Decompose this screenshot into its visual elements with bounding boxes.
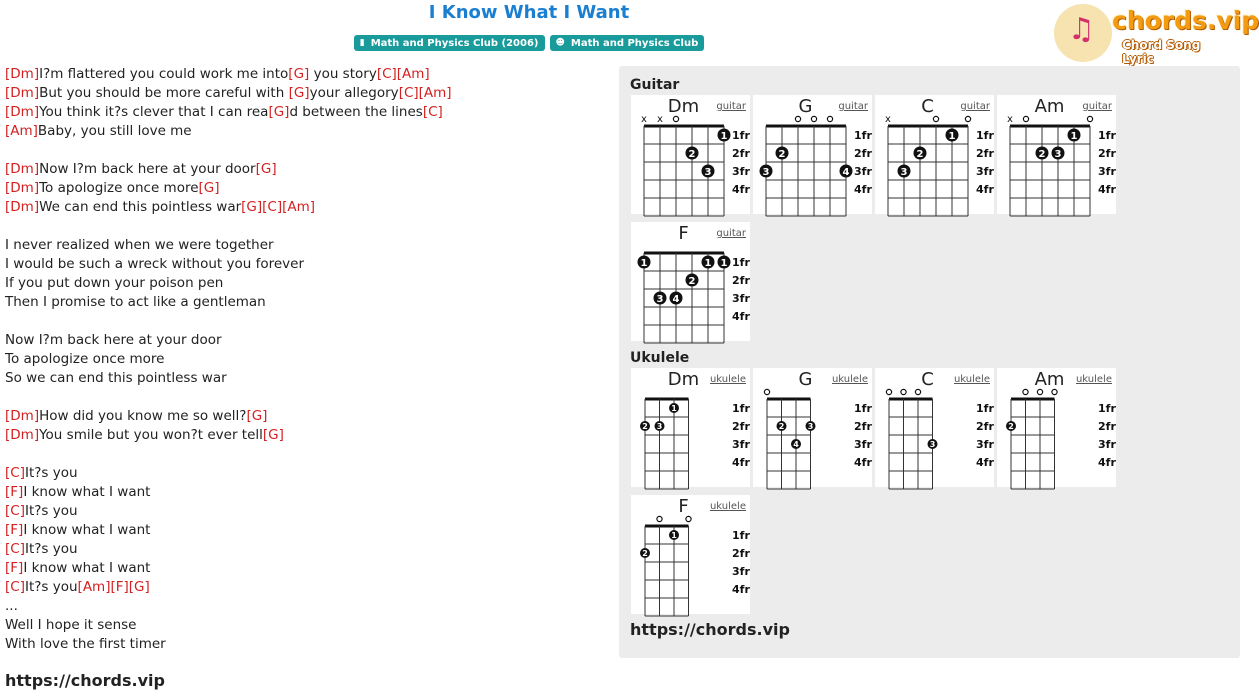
- instrument-link[interactable]: ukulele: [709, 501, 746, 512]
- fret-label: 4fr: [1098, 456, 1116, 469]
- chord-marker[interactable]: [Dm]: [5, 180, 40, 196]
- lyric-text: To apologize once more: [39, 180, 199, 196]
- chord-marker[interactable]: [G]: [198, 180, 220, 196]
- open-string-marker: [686, 516, 691, 521]
- open-string-marker: [811, 116, 816, 121]
- chord-name: C: [921, 96, 934, 117]
- fretboard-diagram: [753, 368, 872, 487]
- fretboard-diagram: [997, 368, 1116, 487]
- fret-label: 1fr: [732, 402, 750, 415]
- lyric-text: How did you know me so well?: [39, 408, 247, 424]
- fret-label: 2fr: [1098, 420, 1116, 433]
- fret-label: 1fr: [976, 402, 994, 415]
- fret-label: 4fr: [854, 456, 872, 469]
- lyric-text: With love the first timer: [5, 636, 166, 652]
- fret-label: 4fr: [854, 183, 872, 196]
- fretboard-diagram: [997, 95, 1116, 214]
- finger-number: 2: [916, 149, 924, 160]
- open-string-marker: [915, 389, 920, 394]
- finger-number: 2: [642, 422, 648, 431]
- site-logo[interactable]: [1054, 4, 1259, 66]
- lyric-line: [5, 217, 605, 236]
- finger-number: 2: [642, 549, 648, 558]
- lyric-line: [5, 445, 605, 464]
- instrument-link[interactable]: ukulele: [831, 374, 868, 385]
- lyric-text: I know what I want: [23, 484, 151, 500]
- finger-number: 1: [704, 258, 712, 269]
- finger-number: 4: [793, 440, 799, 449]
- lyric-text: Baby, you still love me: [37, 123, 192, 139]
- lyric-text: ...: [5, 598, 18, 614]
- finger-number: 3: [762, 167, 770, 178]
- fret-label: 4fr: [732, 583, 750, 596]
- lyric-line: [5, 521, 605, 540]
- finger-number: 2: [688, 276, 696, 287]
- guitar-chord-card-f[interactable]: [631, 222, 750, 341]
- fretboard-diagram: [631, 495, 750, 614]
- chord-name: G: [798, 369, 813, 390]
- lyric-text: If you put down your poison pen: [5, 275, 224, 291]
- fret-label: 2fr: [976, 147, 994, 160]
- artist-badge-label: Math and Physics Club: [570, 37, 699, 49]
- muted-string-marker: x: [641, 114, 647, 125]
- guitar-icon: ♫: [1068, 12, 1095, 47]
- finger-number: 2: [688, 149, 696, 160]
- lyric-line: [5, 160, 605, 179]
- fret-label: 4fr: [976, 183, 994, 196]
- lyric-text: It?s you: [24, 503, 78, 519]
- fret-label: 3fr: [732, 165, 750, 178]
- instrument-link[interactable]: ukulele: [1075, 374, 1112, 385]
- open-string-marker: [933, 116, 938, 121]
- chord-marker[interactable]: [Am]: [5, 123, 38, 139]
- lyric-text: I would be such a wreck without you forever: [5, 256, 305, 272]
- ukulele-chord-card-am[interactable]: [997, 368, 1116, 487]
- guitar-section-label: Guitar: [630, 77, 680, 93]
- lyric-text: I never realized when we were together: [5, 237, 274, 253]
- finger-number: 2: [778, 422, 785, 431]
- lyric-text: Now I?m back here at your door: [5, 332, 222, 348]
- instrument-link[interactable]: ukulele: [709, 374, 746, 385]
- muted-string-marker: x: [1007, 114, 1013, 125]
- chord-marker[interactable]: [Dm]: [5, 66, 40, 82]
- finger-number: 2: [778, 149, 786, 160]
- instrument-link[interactable]: guitar: [960, 101, 990, 112]
- fret-label: 4fr: [732, 310, 750, 323]
- chord-marker[interactable]: [Am][F][G]: [77, 579, 150, 595]
- instrument-link[interactable]: guitar: [716, 228, 746, 239]
- finger-number: 3: [656, 294, 664, 305]
- lyric-text: d between the lines: [289, 104, 423, 120]
- open-string-marker: [965, 116, 970, 121]
- lyric-line: [5, 179, 605, 198]
- lyric-line: [5, 540, 605, 559]
- ukulele-chord-card-f[interactable]: [631, 495, 750, 614]
- lyric-text: It?s you: [24, 579, 78, 595]
- fret-label: 3fr: [732, 565, 750, 578]
- finger-number: 3: [1054, 149, 1062, 160]
- chord-marker[interactable]: [G]: [288, 66, 310, 82]
- footer-site-link[interactable]: https://chords.vip: [5, 671, 165, 690]
- lyric-line: [5, 369, 605, 388]
- fret-label: 3fr: [1098, 165, 1116, 178]
- lyric-line: [5, 293, 605, 312]
- finger-number: 1: [640, 258, 648, 269]
- chord-name: F: [678, 496, 689, 517]
- lyric-text: Now I?m back here at your door: [39, 161, 256, 177]
- chord-marker[interactable]: [F]: [5, 522, 24, 538]
- fretboard-diagram: [753, 95, 872, 214]
- lyric-text: I know what I want: [23, 560, 151, 576]
- lyric-text: Well I hope it sense: [5, 617, 137, 633]
- chord-marker[interactable]: [Dm]: [5, 85, 40, 101]
- logo-subtitle: Chord Song Lyric: [1122, 38, 1201, 66]
- fret-label: 1fr: [854, 129, 872, 142]
- guitar-chord-card-c[interactable]: [875, 95, 994, 214]
- ukulele-chord-card-c[interactable]: [875, 368, 994, 487]
- lyric-line: [5, 616, 605, 635]
- chord-marker[interactable]: [Dm]: [5, 427, 40, 443]
- chord-marker[interactable]: [C]: [5, 503, 25, 519]
- open-string-marker: [1037, 389, 1042, 394]
- chord-marker[interactable]: [G]: [268, 104, 290, 120]
- fret-label: 4fr: [976, 456, 994, 469]
- open-string-marker: [1087, 116, 1092, 121]
- badge-row: [0, 35, 1058, 51]
- finger-number: 1: [671, 531, 677, 540]
- open-string-marker: [1023, 389, 1028, 394]
- lyric-line: [5, 426, 605, 445]
- lyric-line: [5, 407, 605, 426]
- fretboard-diagram: [631, 95, 750, 214]
- user-icon: ☻: [555, 38, 565, 48]
- fret-label: 3fr: [1098, 438, 1116, 451]
- chord-marker[interactable]: [C]: [5, 579, 25, 595]
- lyric-text: You think it?s clever that I can rea: [39, 104, 269, 120]
- open-string-marker: [795, 116, 800, 121]
- artist-badge[interactable]: [550, 35, 705, 51]
- fretboard-diagram: [875, 95, 994, 214]
- chord-diagram-panel: [619, 66, 1240, 658]
- fret-label: 3fr: [854, 438, 872, 451]
- guitar-chord-card-g[interactable]: [753, 95, 872, 214]
- lyric-line: [5, 236, 605, 255]
- panel-site-link[interactable]: https://chords.vip: [630, 620, 790, 639]
- fret-label: 4fr: [732, 183, 750, 196]
- fret-label: 3fr: [732, 438, 750, 451]
- fret-label: 1fr: [732, 256, 750, 269]
- lyric-line: [5, 198, 605, 217]
- lyric-line: [5, 597, 605, 616]
- lyric-line: [5, 312, 605, 331]
- lyric-text: It?s you: [24, 541, 78, 557]
- lyric-line: [5, 578, 605, 597]
- finger-number: 1: [720, 258, 728, 269]
- fret-label: 2fr: [976, 420, 994, 433]
- chord-marker[interactable]: [Dm]: [5, 408, 40, 424]
- chord-marker[interactable]: [Dm]: [5, 161, 40, 177]
- open-string-marker: [1052, 389, 1057, 394]
- muted-string-marker: x: [657, 114, 663, 125]
- lyric-line: [5, 559, 605, 578]
- lyric-text: To apologize once more: [5, 351, 165, 367]
- lyric-line: [5, 255, 605, 274]
- fret-label: 2fr: [854, 420, 872, 433]
- finger-number: 1: [1070, 131, 1078, 142]
- finger-number: 1: [948, 131, 956, 142]
- open-string-marker: [886, 389, 891, 394]
- lyric-line: [5, 502, 605, 521]
- fret-label: 2fr: [732, 147, 750, 160]
- lyric-line: [5, 84, 605, 103]
- lyric-text: your allegory: [309, 85, 399, 101]
- finger-number: 4: [842, 167, 850, 178]
- fret-label: 2fr: [732, 547, 750, 560]
- logo-text: chords.vip: [1112, 6, 1259, 35]
- chord-marker[interactable]: [G]: [288, 85, 310, 101]
- fret-label: 1fr: [1098, 129, 1116, 142]
- chord-marker[interactable]: [C][Am]: [398, 85, 452, 101]
- lyric-line: [5, 388, 605, 407]
- lyric-text: you story: [309, 66, 377, 82]
- chord-marker[interactable]: [C]: [5, 541, 25, 557]
- guitar-chord-card-dm[interactable]: [631, 95, 750, 214]
- chord-marker[interactable]: [F]: [5, 484, 24, 500]
- fret-label: 1fr: [732, 529, 750, 542]
- chord-name: C: [921, 369, 934, 390]
- lyric-text: Then I promise to act like a gentleman: [5, 294, 266, 310]
- finger-number: 1: [671, 404, 677, 413]
- lyric-line: [5, 141, 605, 160]
- ukulele-chord-card-dm[interactable]: [631, 368, 750, 487]
- lyric-text: You smile but you won?t ever tell: [39, 427, 263, 443]
- finger-number: 3: [929, 440, 936, 449]
- chord-name: Am: [1034, 369, 1065, 390]
- fret-label: 2fr: [732, 274, 750, 287]
- finger-number: 2: [1038, 149, 1046, 160]
- fret-label: 1fr: [854, 402, 872, 415]
- lyric-text: I?m flattered you could work me into: [39, 66, 289, 82]
- fret-label: 4fr: [732, 456, 750, 469]
- fret-label: 2fr: [1098, 147, 1116, 160]
- chord-marker[interactable]: [C]: [5, 465, 25, 481]
- open-string-marker: [657, 516, 662, 521]
- ukulele-section-label: Ukulele: [630, 350, 690, 366]
- instrument-link[interactable]: guitar: [1082, 101, 1112, 112]
- fret-label: 1fr: [732, 129, 750, 142]
- lyric-line: [5, 464, 605, 483]
- muted-string-marker: x: [885, 114, 891, 125]
- fret-label: 3fr: [854, 165, 872, 178]
- fretboard-diagram: [875, 368, 994, 487]
- fretboard-diagram: [631, 368, 750, 487]
- lyric-line: [5, 122, 605, 141]
- finger-number: 3: [704, 167, 712, 178]
- ukulele-chord-card-g[interactable]: [753, 368, 872, 487]
- book-icon: ▮: [359, 38, 365, 48]
- finger-number: 3: [656, 422, 663, 431]
- lyric-text: But you should be more careful with: [39, 85, 289, 101]
- chord-marker[interactable]: [Dm]: [5, 199, 40, 215]
- instrument-link[interactable]: guitar: [838, 101, 868, 112]
- chord-marker[interactable]: [C]: [422, 104, 443, 120]
- chord-name: Dm: [667, 96, 700, 117]
- chord-marker[interactable]: [Dm]: [5, 104, 40, 120]
- finger-number: 3: [807, 422, 814, 431]
- lyric-text: So we can end this pointless war: [5, 370, 227, 386]
- chord-name: Dm: [667, 369, 700, 390]
- open-string-marker: [901, 389, 906, 394]
- finger-number: 1: [720, 131, 728, 142]
- open-string-marker: [827, 116, 832, 121]
- finger-number: 4: [672, 294, 680, 305]
- chord-name: Am: [1034, 96, 1065, 117]
- instrument-link[interactable]: ukulele: [953, 374, 990, 385]
- fret-label: 3fr: [732, 292, 750, 305]
- fret-label: 1fr: [976, 129, 994, 142]
- lyrics-block: [5, 65, 605, 654]
- fret-label: 3fr: [976, 165, 994, 178]
- lyric-line: [5, 65, 605, 84]
- fret-label: 4fr: [1098, 183, 1116, 196]
- lyric-line: [5, 331, 605, 350]
- open-string-marker: [673, 116, 678, 121]
- fret-label: 2fr: [732, 420, 750, 433]
- open-string-marker: [764, 389, 769, 394]
- lyric-line: [5, 483, 605, 502]
- lyric-line: [5, 103, 605, 122]
- fret-label: 1fr: [1098, 402, 1116, 415]
- chord-name: G: [798, 96, 813, 117]
- chord-marker[interactable]: [G]: [255, 161, 277, 177]
- chord-marker[interactable]: [G]: [246, 408, 268, 424]
- fretboard-diagram: [631, 222, 750, 341]
- lyric-text: I know what I want: [23, 522, 151, 538]
- finger-number: 3: [900, 167, 908, 178]
- guitar-chord-card-am[interactable]: [997, 95, 1116, 214]
- lyric-text: It?s you: [24, 465, 78, 481]
- chord-name: F: [678, 223, 689, 244]
- chord-marker[interactable]: [G][C][Am]: [241, 199, 316, 215]
- fret-label: 3fr: [976, 438, 994, 451]
- chord-marker[interactable]: [F]: [5, 560, 24, 576]
- lyric-line: [5, 350, 605, 369]
- song-title: I Know What I Want: [428, 2, 630, 23]
- lyric-line: [5, 274, 605, 293]
- instrument-link[interactable]: guitar: [716, 101, 746, 112]
- album-badge-label: Math and Physics Club (2006): [370, 37, 539, 49]
- fret-label: 2fr: [854, 147, 872, 160]
- chord-marker[interactable]: [C][Am]: [376, 66, 430, 82]
- lyric-line: [5, 635, 605, 654]
- open-string-marker: [1023, 116, 1028, 121]
- lyric-text: We can end this pointless war: [39, 199, 242, 215]
- album-badge[interactable]: [354, 35, 545, 51]
- chord-marker[interactable]: [G]: [262, 427, 284, 443]
- finger-number: 2: [1008, 422, 1014, 431]
